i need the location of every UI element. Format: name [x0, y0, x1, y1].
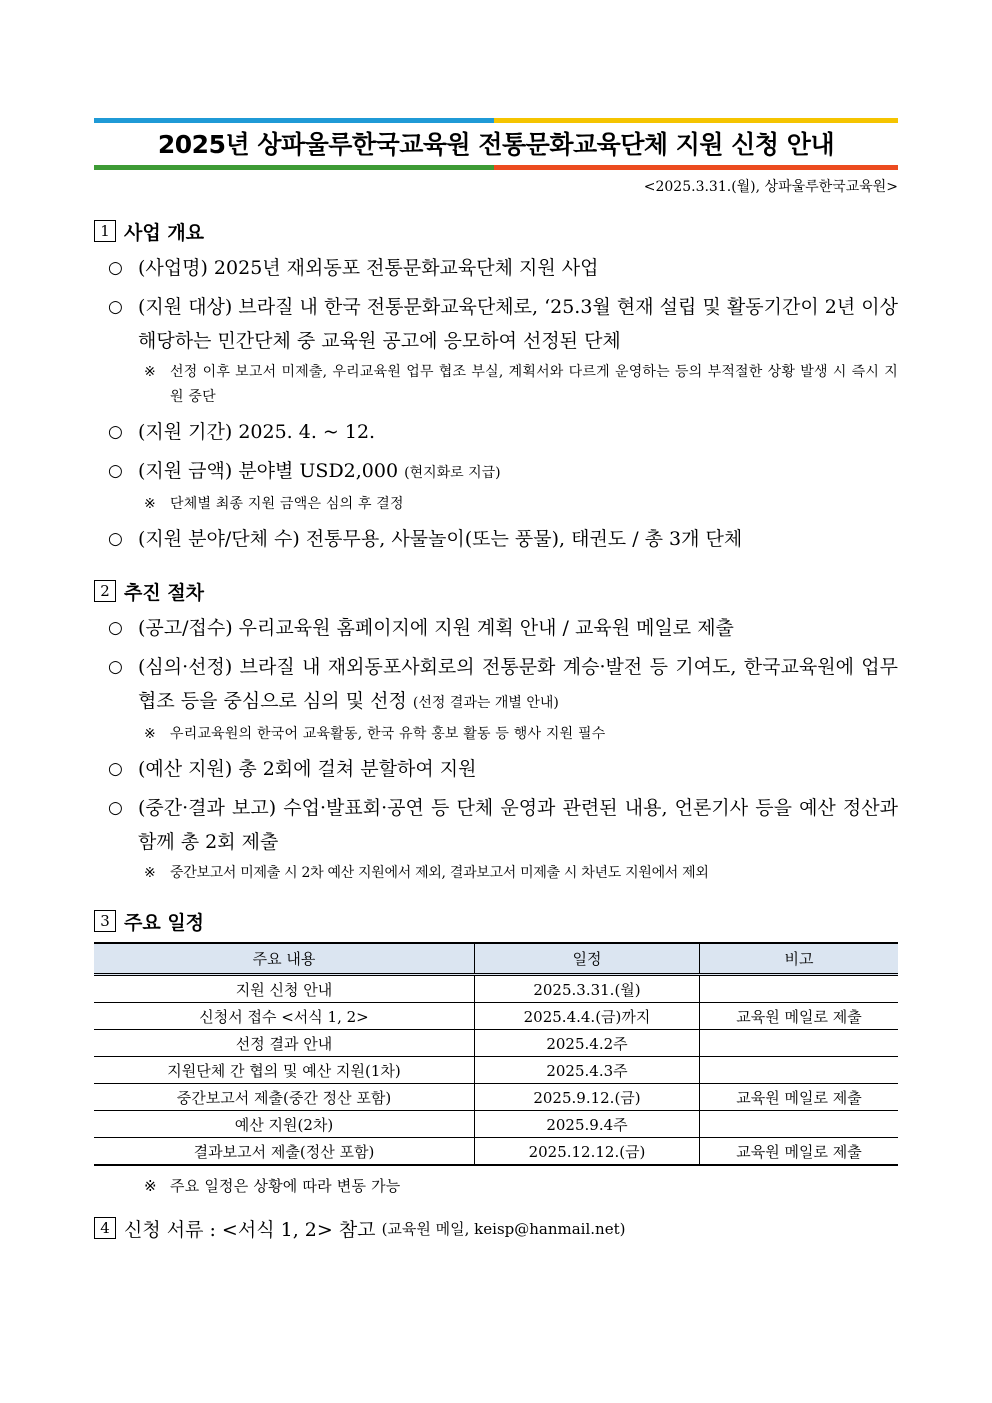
document-title: 2025년 상파울루한국교육원 전통문화교육단체 지원 신청 안내: [157, 130, 835, 159]
note: ※ 중간보고서 미제출 시 2차 예산 지원에서 제외, 결과보고서 미제출 시 차년도 지원에서 제외: [144, 865, 709, 881]
table-row: 지원단체 간 협의 및 예산 지원(1차) 2025.4.3주: [94, 1057, 898, 1084]
list-item: ○ (지원 기간) 2025. 4. ~ 12.: [108, 421, 376, 443]
schedule-table: [94, 942, 898, 1166]
list-item: ○ (심의·선정) 브라질 내 재외동포사회로의 전통문화 계승·발전 등 기여도, 한국교육원에 업무 협조 등을 중심으로 심의 및 선정 (선정 결과는 개별 안내): [108, 656, 898, 712]
table-row: 결과보고서 제출(정산 포함) 2025.12.12.(금) 교육원 메일로 제출: [94, 1138, 898, 1166]
table-header: 주요 내용: [94, 943, 475, 975]
list-item: ○ (지원 대상) 브라질 내 한국 전통문화교육단체로, ‘25.3월 현재 설립 및 활동기간이 2년 이상 해당하는 민간단체 중 교육원 공고에 응모하여 선정된 단체: [108, 296, 898, 352]
section-heading: [94, 216, 898, 246]
section-title: 사업 개요: [124, 221, 205, 244]
table-row: 예산 지원(2차) 2025.9.4주: [94, 1111, 898, 1138]
section-heading: [94, 1213, 898, 1243]
note: ※ 선정 이후 보고서 미제출, 우리교육원 업무 협조 부실, 계획서와 다르게 운영하는 등의 부적절한 상황 발생 시 즉시 지원 중단: [144, 364, 898, 405]
table-row: 중간보고서 제출(중간 정산 포함) 2025.9.12.(금) 교육원 메일로 제출: [94, 1084, 898, 1111]
list-item: ○ (예산 지원) 총 2회에 걸쳐 분할하여 지원: [108, 758, 477, 780]
section-title: 신청 서류 : <서식 1, 2> 참고: [124, 1218, 376, 1241]
list-item: ○ (사업명) 2025년 재외동포 전통문화교육단체 지원 사업: [108, 257, 599, 279]
document-page: [94, 118, 898, 1243]
list-item: ○ (지원 분야/단체 수) 전통무용, 사물놀이(또는 풍물), 태권도 / 총 3개 단체: [108, 528, 743, 550]
section-number: 2: [94, 580, 116, 602]
table-row: 선정 결과 안내 2025.4.2주: [94, 1030, 898, 1057]
section-number: 4: [94, 1217, 116, 1239]
table-row: 신청서 접수 <서식 1, 2> 2025.4.4.(금)까지 교육원 메일로 제출: [94, 1003, 898, 1030]
section-number: 1: [94, 220, 116, 242]
list-item: ○ (지원 금액) 분야별 USD2,000 (현지화로 지급): [108, 460, 501, 482]
section-number: 3: [94, 910, 116, 932]
note: ※ 주요 일정은 상황에 따라 변동 가능: [144, 1177, 401, 1195]
issue-date: <2025.3.31.(월), 상파울루한국교육원>: [643, 179, 898, 195]
section-heading: [94, 576, 898, 606]
list-item: ○ (공고/접수) 우리교육원 홈페이지에 지원 계획 안내 / 교육원 메일로 제출: [108, 617, 734, 639]
table-header: 일정: [475, 943, 700, 975]
section-heading: [94, 906, 898, 936]
table-header: 비고: [700, 943, 899, 975]
bottom-color-bar: [94, 165, 898, 170]
note: ※ 단체별 최종 지원 금액은 심의 후 결정: [144, 496, 404, 512]
table-row: 지원 신청 안내 2025.3.31.(월): [94, 975, 898, 1003]
docs-contact: (교육원 메일, keisp@hanmail.net): [381, 1219, 626, 1238]
section-title: 주요 일정: [124, 911, 205, 934]
section-title: 추진 절차: [124, 581, 205, 604]
note: ※ 우리교육원의 한국어 교육활동, 한국 유학 홍보 활동 등 행사 지원 필수: [144, 726, 606, 742]
list-item: ○ (중간·결과 보고) 수업·발표회·공연 등 단체 운영과 관련된 내용, 언론기사 등을 예산 정산과 함께 총 2회 제출: [108, 797, 898, 853]
